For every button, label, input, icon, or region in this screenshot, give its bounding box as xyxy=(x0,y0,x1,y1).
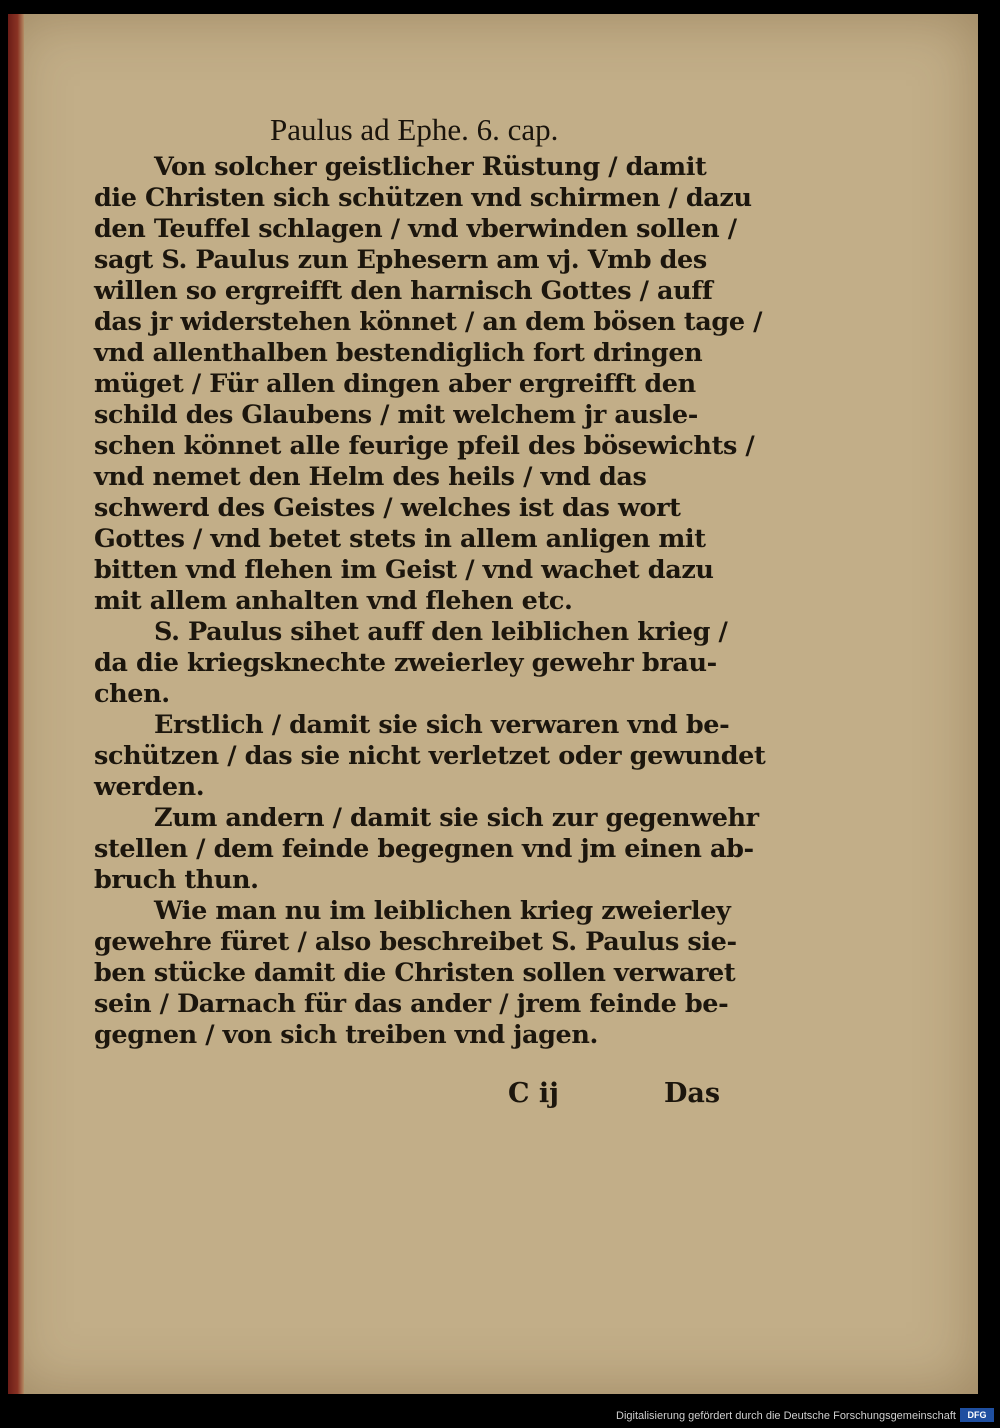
text-line: Von solcher geistlicher Rüstung / damit xyxy=(154,152,707,182)
body-text xyxy=(94,152,766,1051)
text-line: Erstlich / damit sie sich verwaren vnd be- xyxy=(154,710,730,740)
text-line: vnd allenthalben bestendiglich fort dringen xyxy=(94,338,703,368)
text-line: Wie man nu im leiblichen krieg zweierley xyxy=(154,896,731,926)
binding-edge xyxy=(8,14,24,1394)
funding-credit: Digitalisierung gefördert durch die Deutsche Forschungsgemeinschaft xyxy=(616,1410,956,1422)
text-line: Zum andern / damit sie sich zur gegenwehr xyxy=(154,803,759,833)
signature-mark: C ij xyxy=(508,1078,559,1109)
text-line: chen. xyxy=(94,679,170,709)
text-line: da die kriegsknechte zweierley gewehr brau- xyxy=(94,648,717,678)
text-line: willen so ergreifft den harnisch Gottes / auff xyxy=(94,276,713,306)
text-line: vnd nemet den Helm des heils / vnd das xyxy=(94,462,647,492)
text-line: ben stücke damit die Christen sollen verwaret xyxy=(94,958,736,988)
text-line: gegnen / von sich treiben vnd jagen. xyxy=(94,1020,598,1050)
text-line: schild des Glaubens / mit welchem jr ausle- xyxy=(94,400,698,430)
text-line: bitten vnd flehen im Geist / vnd wachet dazu xyxy=(94,555,714,585)
text-line: S. Paulus sihet auff den leiblichen krieg / xyxy=(154,617,728,647)
text-line: den Teuffel schlagen / vnd vberwinden sollen / xyxy=(94,214,737,244)
dfg-logo: DFG xyxy=(960,1408,994,1422)
text-line: müget / Für allen dingen aber ergreifft den xyxy=(94,369,696,399)
text-line: gewehre füret / also beschreibet S. Paulus sie- xyxy=(94,927,737,957)
text-line: das jr widerstehen könnet / an dem bösen tage / xyxy=(94,307,763,337)
text-line: sein / Darnach für das ander / jrem feinde be- xyxy=(94,989,729,1019)
text-line: schützen / das sie nicht verletzet oder gewundet xyxy=(94,741,766,771)
running-header: Paulus ad Ephe. 6. cap. xyxy=(270,112,559,147)
text-line: werden. xyxy=(94,772,205,802)
text-line: Gottes / vnd betet stets in allem anligen mit xyxy=(94,524,706,554)
text-line: sagt S. Paulus zun Ephesern am vj. Vmb des xyxy=(94,245,707,275)
text-line: mit allem anhalten vnd flehen etc. xyxy=(94,586,573,616)
text-line: schwerd des Geistes / welches ist das wort xyxy=(94,493,681,523)
catchword: Das xyxy=(664,1078,721,1109)
text-line: die Christen sich schützen vnd schirmen / dazu xyxy=(94,183,752,213)
text-line: schen könnet alle feurige pfeil des bösewichts / xyxy=(94,431,755,461)
text-line: stellen / dem feinde begegnen vnd jm einen ab- xyxy=(94,834,754,864)
text-line: bruch thun. xyxy=(94,865,259,895)
